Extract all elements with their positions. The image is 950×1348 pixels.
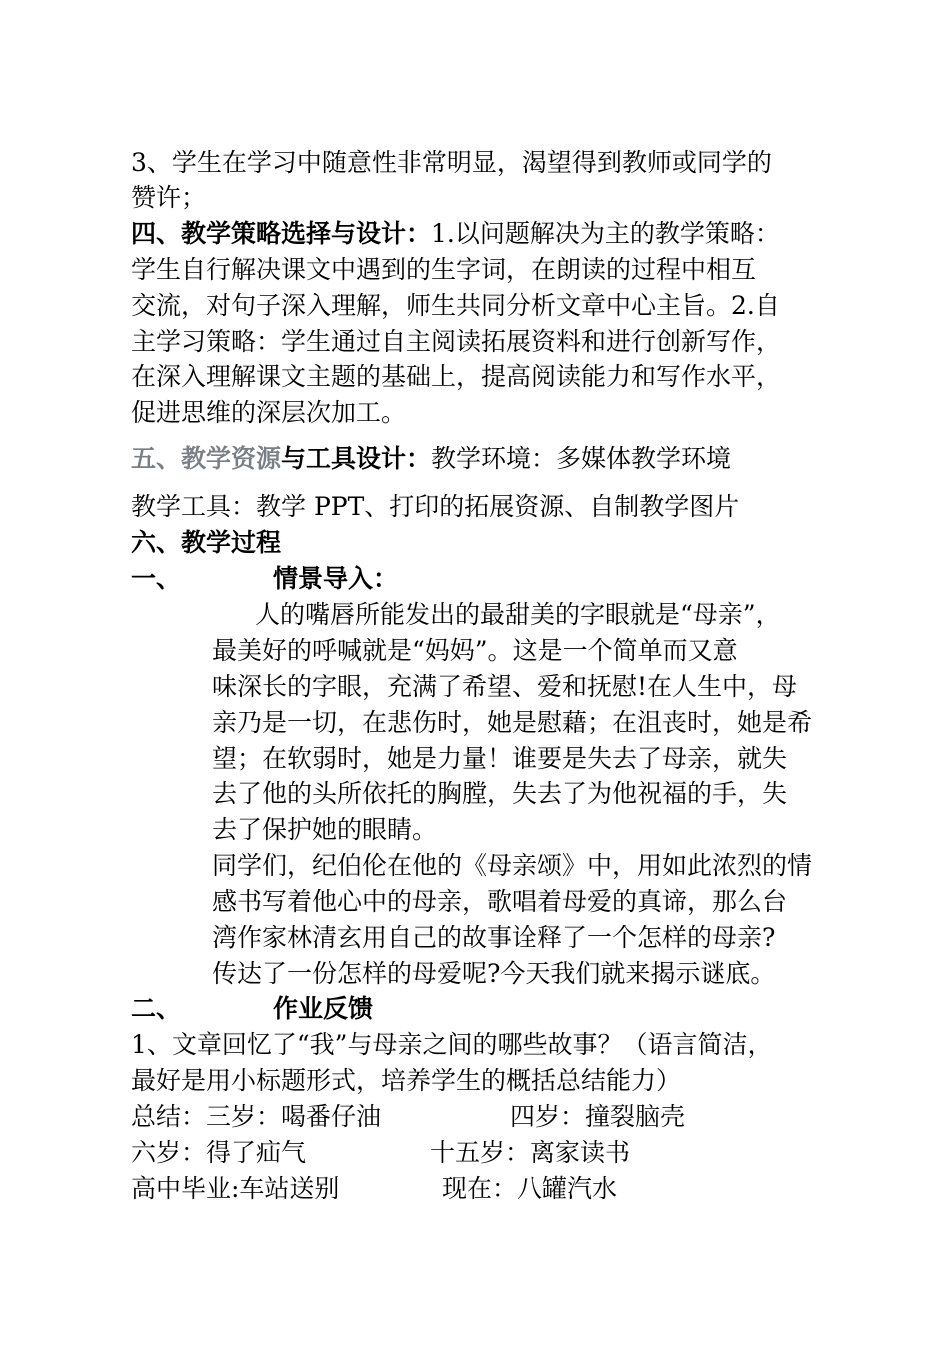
summary-right: 四岁：撞裂脑壳 [510,1102,686,1131]
part1-p1-line3: 味深长的字眼，充满了希望、爱和抚慰!在人生中，母 [212,672,798,701]
part2-heading [131,992,373,1026]
summary-left: 六岁：得了疝气 [131,1138,307,1167]
section5-heading-black: 与工具设计： [281,444,432,473]
section4-line5: 在深入理解课文主题的基础上，提高阅读能力和写作水平， [131,362,782,391]
summary-right: 十五岁：离家读书 [430,1138,631,1167]
summary-row [131,1172,339,1206]
part1-p1-line6: 去了他的头所依托的胸膛，失去了为他祝福的手，失 [212,779,788,808]
part1-number: 一、 [131,564,182,593]
section4-line3: 交流，对句子深入理解，师生共同分析文章中心主旨。2.自 [131,291,780,320]
section5-heading-line [131,442,731,476]
part1-p1-line1: 人的嘴唇所能发出的最甜美的字眼就是“母亲”， [255,600,781,629]
part1-p1-line7: 去了保护她的眼睛。 [212,815,438,844]
summary-row [131,1100,381,1134]
summary-right: 现在：八罐汽水 [442,1174,618,1203]
part2-number: 二、 [131,994,182,1023]
part1-p1-line5: 望；在软弱时，她是力量！谁要是失去了母亲，就失 [212,744,788,773]
section4-first-line [131,217,780,251]
summary-left: 总结：三岁：喝番仔油 [131,1102,382,1131]
part1-p2-line4: 传达了一份怎样的母爱呢?今天我们就来揭示谜底。 [212,959,776,988]
part2-title: 作业反馈 [273,994,374,1023]
section6-heading: 六、教学过程 [131,528,282,557]
part2-q1-line1: 1、文章回忆了“我”与母亲之间的哪些故事？（语言简洁， [131,1030,773,1059]
section4-line4: 主学习策略：学生通过自主阅读拓展资料和进行创新写作， [131,327,782,356]
part1-p2-line1: 同学们，纪伯伦在他的《母亲颂》中，用如此浓烈的情 [212,851,813,880]
part1-p1-line4: 亲乃是一切，在悲伤时，她是慰藉；在沮丧时，她是希 [212,708,813,737]
point3-line2: 赞许； [131,183,207,212]
part1-heading [131,562,398,596]
section5-heading-gray: 五、教学资源 [131,444,282,473]
section5-tools: 教学工具：教学 PPT、打印的拓展资源、自制教学图片 [131,492,740,521]
part2-q1-line2: 最好是用小标题形式，培养学生的概括总结能力） [131,1066,682,1095]
summary-left: 高中毕业:车站送别 [131,1174,340,1203]
section4-line2: 学生自行解决课文中遇到的生字词，在朗读的过程中相互 [131,255,757,284]
point3-line1: 3、学生在学习中随意性非常明显，渴望得到教师或同学的 [131,148,772,177]
section5-environment: 教学环境：多媒体教学环境 [431,444,732,473]
section4-line1-rest: 1.以问题解决为主的教学策略： [431,219,780,248]
part1-p1-line2: 最美好的呼喊就是“妈妈”。这是一个简单而又意 [212,636,738,665]
summary-row [131,1136,306,1170]
section4-line6: 促进思维的深层次加工。 [131,398,407,427]
part1-p2-line2: 感书写着他心中的母亲，歌唱着母爱的真谛，那么台 [212,887,788,916]
part1-title: 情景导入： [273,564,399,593]
section4-heading: 四、教学策略选择与设计： [131,219,432,248]
part1-p2-line3: 湾作家林清玄用自己的故事诠释了一个怎样的母亲? [212,923,776,952]
